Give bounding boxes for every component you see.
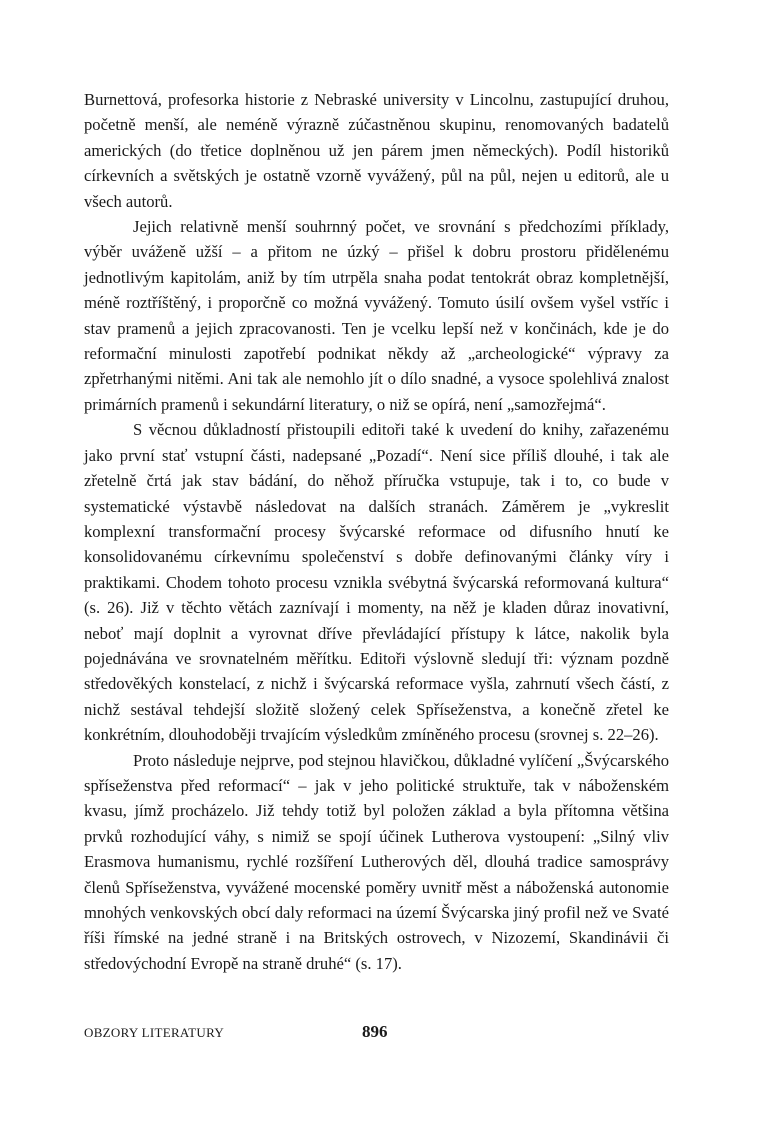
body-text: [84, 87, 669, 976]
journal-name: OBZORY LITERATURY: [84, 1025, 225, 1040]
paragraph-4: Proto následuje nejprve, pod stejnou hlavičkou, důkladné vylíčení „Švýcarského spříseženstva před reformací“ – jak v jeho politické struktuře, tak v náboženském kvasu, jímž procházelo. Již tehdy totiž byl položen základ a byla přítomna většina prvků rozhodující váhy, s nimiž se spojí účinek Lutherova vystoupení: „Silný vliv Erasmova humanismu, rychlé rozšíření Lutherových děl, dlouhá tradice samosprávy členů Spříseženstva, vyvážené mocenské poměry uvnitř měst a náboženská autonomie mnohých venkovských obcí daly reformaci na území Švýcarska jiný profil než ve Svaté říši římské na jedné straně i na Britských ostrovech, v Nizozemí, Skandinávii či středovýchodní Evropě na straně druhé“ (s. 17).: [84, 750, 669, 973]
paragraph-2: Jejich relativně menší souhrnný počet, ve srovnání s předchozími příklady, výběr uváženě užší – a přitom ne úzký – přišel k dobru prostoru přidělenému jednotlivým kapitolám, aniž by tím utrpěla snaha podat tentokrát obraz kompletnější, méně roztříštěný, i proporčně co možná vyvážený. Tomuto úsilí ovšem vyšel vstříc i stav pramenů a jejich zpracovanosti. Ten je vcelku lepší než v končinách, kde je do reformační minulosti zapotřebí podnikat někdy až „archeologické“ výpravy za zpřetrhanými nitěmi. Ani tak ale nemohlo jít o dílo snadné, a vysoce spolehlivá znalost primárních pramenů i sekundární literatury, o niž se opírá, není „samozřejmá“.: [84, 217, 669, 414]
paragraph-1: Burnettová, profesorka historie z Nebraské university v Lincolnu, zastupující druhou, početně menší, ale neméně výrazně zúčastněnou skupinu, renomovaných badatelů amerických (do třetice doplněnou už jen párem jmen německých). Podíl historiků církevních a světských je ostatně vzorně vyvážený, půl na půl, nejen u editorů, ale u všech autorů.: [84, 90, 669, 211]
page-footer: [84, 1020, 669, 1050]
page-number: 896: [362, 1022, 388, 1041]
paragraph-3: S věcnou důkladností přistoupili editoři také k uvedení do knihy, zařazenému jako první stať vstupní části, nadepsané „Pozadí“. Není sice příliš dlouhé, i tak ale zřetelně črtá jak stav bádání, do něhož příručka vstupuje, tak i to, co bude v systematické výstavbě následovat na dalších stranách. Záměrem je „vykreslit komplexní transformační procesy švýcarské reformace od difusního hnutí ke konsolidovanému církevnímu společenství s dobře definovanými články víry i praktikami. Chodem tohoto procesu vznikla svébytná švýcarská reformovaná kultura“ (s. 26). Již v těchto větách zaznívají i momenty, na něž je kladen důraz inovativní, neboť mají doplnit a vyrovnat dříve převládající přístupy k látce, nakolik byla pojednávána ve srovnatelném měřítku. Editoři výslovně sledují tři: význam pozdně středověkých konstelací, z nichž i švýcarská reformace vyšla, zahrnutí všech částí, z nichž sestával tehdejší složitě složený celek Spříseženstva, a konečně zřetel ke konkrétním, dlouhodoběji trvajícím výsledkům zmíněného procesu (srovnej s. 22–26).: [84, 420, 669, 745]
